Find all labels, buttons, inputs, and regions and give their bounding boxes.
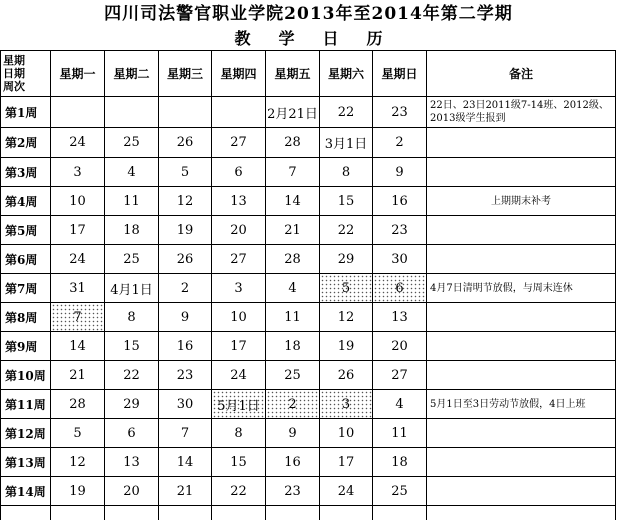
date-cell: 25 xyxy=(105,128,159,158)
date-cell: 13 xyxy=(212,187,266,216)
date-cell: 8 xyxy=(212,419,266,448)
date-cell: 4 xyxy=(266,274,320,303)
week-row xyxy=(1,390,616,419)
date-cell: 14 xyxy=(266,187,320,216)
week-label: 第7周 xyxy=(1,274,51,303)
date-cell: 4月1日 xyxy=(105,274,159,303)
date-cell: 3 xyxy=(51,158,105,187)
date-cell: 9 xyxy=(266,419,320,448)
document-title: 四川司法警官职业学院2013年至2014年第二学期 xyxy=(104,4,513,24)
date-cell: 22 xyxy=(320,216,373,245)
date-cell: 23 xyxy=(266,477,320,506)
date-cell: 29 xyxy=(320,245,373,274)
date-cell: 11 xyxy=(266,303,320,332)
week-row xyxy=(1,303,616,332)
day-header-mon: 星期一 xyxy=(51,51,105,97)
date-cell xyxy=(159,97,212,128)
date-cell: 10 xyxy=(51,187,105,216)
date-cell: 16 xyxy=(373,187,427,216)
corner-line: 日期 xyxy=(3,67,25,80)
date-cell: 30 xyxy=(159,390,212,419)
corner-header xyxy=(1,51,51,97)
remark-cell: 22日、23日2011级7-14班、2012级、2013级学生报到 xyxy=(427,97,616,128)
date-cell: 26 xyxy=(159,128,212,158)
week-row xyxy=(1,332,616,361)
date-cell: 8 xyxy=(320,158,373,187)
week-row xyxy=(1,419,616,448)
week-label: 第2周 xyxy=(1,128,51,158)
date-cell: 7 xyxy=(266,158,320,187)
date-cell: 20 xyxy=(105,477,159,506)
date-cell: 27 xyxy=(373,361,427,390)
date-cell: 14 xyxy=(159,448,212,477)
date-cell: 3 xyxy=(212,274,266,303)
date-cell: 23 xyxy=(159,361,212,390)
date-cell: 24 xyxy=(320,477,373,506)
date-cell: 4 xyxy=(373,390,427,419)
remark-cell xyxy=(427,332,616,361)
week-row xyxy=(1,245,616,274)
calendar-body xyxy=(1,97,616,520)
day-header-sun: 星期日 xyxy=(373,51,427,97)
date-cell xyxy=(159,506,212,520)
date-cell: 18 xyxy=(266,332,320,361)
header-row xyxy=(1,51,616,97)
date-cell: 23 xyxy=(373,216,427,245)
remark-cell xyxy=(427,477,616,506)
date-cell xyxy=(212,97,266,128)
week-row xyxy=(1,187,616,216)
remark-cell xyxy=(427,419,616,448)
date-cell xyxy=(266,506,320,520)
remark-cell xyxy=(427,506,616,520)
week-label: 第10周 xyxy=(1,361,51,390)
date-cell: 4 xyxy=(105,158,159,187)
date-cell: 27 xyxy=(212,128,266,158)
date-cell: 11 xyxy=(105,187,159,216)
date-cell: 25 xyxy=(105,245,159,274)
date-cell: 12 xyxy=(159,187,212,216)
week-label: 第9周 xyxy=(1,332,51,361)
date-cell: 24 xyxy=(51,128,105,158)
date-cell: 18 xyxy=(373,448,427,477)
remark-cell xyxy=(427,361,616,390)
day-header-sat: 星期六 xyxy=(320,51,373,97)
date-cell: 28 xyxy=(51,390,105,419)
date-cell: 2 xyxy=(373,128,427,158)
date-cell: 8 xyxy=(105,303,159,332)
remark-cell xyxy=(427,128,616,158)
date-cell xyxy=(373,506,427,520)
date-cell: 21 xyxy=(266,216,320,245)
week-row xyxy=(1,274,616,303)
date-cell: 10 xyxy=(212,303,266,332)
week-row xyxy=(1,506,616,520)
remark-cell: 上期期末补考 xyxy=(427,187,616,216)
date-cell: 24 xyxy=(51,245,105,274)
date-cell: 5 xyxy=(320,274,373,303)
date-cell: 31 xyxy=(51,274,105,303)
day-header-tue: 星期二 xyxy=(105,51,159,97)
remark-cell: 4月7日清明节放假，与周末连休 xyxy=(427,274,616,303)
date-cell: 15 xyxy=(105,332,159,361)
date-cell xyxy=(105,97,159,128)
date-cell xyxy=(51,506,105,520)
date-cell: 21 xyxy=(159,477,212,506)
date-cell: 15 xyxy=(320,187,373,216)
date-cell: 16 xyxy=(266,448,320,477)
date-cell xyxy=(51,97,105,128)
date-cell: 6 xyxy=(212,158,266,187)
date-cell: 26 xyxy=(159,245,212,274)
remark-cell xyxy=(427,245,616,274)
date-cell: 9 xyxy=(159,303,212,332)
date-cell xyxy=(105,506,159,520)
week-label: 第5周 xyxy=(1,216,51,245)
date-cell: 5 xyxy=(159,158,212,187)
day-header-thu: 星期四 xyxy=(212,51,266,97)
date-cell: 7 xyxy=(159,419,212,448)
date-cell: 10 xyxy=(320,419,373,448)
date-cell: 20 xyxy=(212,216,266,245)
remark-cell xyxy=(427,158,616,187)
date-cell: 18 xyxy=(105,216,159,245)
date-cell: 21 xyxy=(51,361,105,390)
week-label: 第4周 xyxy=(1,187,51,216)
date-cell: 6 xyxy=(105,419,159,448)
date-cell: 19 xyxy=(159,216,212,245)
date-cell: 19 xyxy=(51,477,105,506)
remark-cell xyxy=(427,216,616,245)
date-cell: 26 xyxy=(320,361,373,390)
date-cell xyxy=(320,506,373,520)
week-row xyxy=(1,216,616,245)
date-cell: 22 xyxy=(105,361,159,390)
date-cell: 25 xyxy=(373,477,427,506)
date-cell: 2 xyxy=(159,274,212,303)
date-cell: 29 xyxy=(105,390,159,419)
day-header-fri: 星期五 xyxy=(266,51,320,97)
date-cell: 3 xyxy=(320,390,373,419)
date-cell: 6 xyxy=(373,274,427,303)
date-cell: 5 xyxy=(51,419,105,448)
date-cell: 11 xyxy=(373,419,427,448)
week-row xyxy=(1,97,616,128)
date-cell: 24 xyxy=(212,361,266,390)
week-row xyxy=(1,128,616,158)
corner-line: 周次 xyxy=(3,80,25,93)
date-cell: 25 xyxy=(266,361,320,390)
week-label: 第8周 xyxy=(1,303,51,332)
date-cell xyxy=(212,506,266,520)
date-cell: 2月21日 xyxy=(266,97,320,128)
date-cell: 17 xyxy=(51,216,105,245)
date-cell: 13 xyxy=(105,448,159,477)
date-cell: 27 xyxy=(212,245,266,274)
corner-line: 星期 xyxy=(3,54,25,67)
week-label: 第11周 xyxy=(1,390,51,419)
date-cell: 30 xyxy=(373,245,427,274)
date-cell: 12 xyxy=(320,303,373,332)
date-cell: 12 xyxy=(51,448,105,477)
date-cell: 17 xyxy=(320,448,373,477)
remark-cell xyxy=(427,448,616,477)
date-cell: 19 xyxy=(320,332,373,361)
date-cell: 2 xyxy=(266,390,320,419)
week-row xyxy=(1,158,616,187)
date-cell: 5月1日 xyxy=(212,390,266,419)
date-cell: 20 xyxy=(373,332,427,361)
week-label: 第6周 xyxy=(1,245,51,274)
date-cell: 14 xyxy=(51,332,105,361)
day-header-wed: 星期三 xyxy=(159,51,212,97)
date-cell: 28 xyxy=(266,128,320,158)
date-cell: 15 xyxy=(212,448,266,477)
week-label: 第1周 xyxy=(1,97,51,128)
week-label: 第14周 xyxy=(1,477,51,506)
date-cell: 7 xyxy=(51,303,105,332)
remark-cell xyxy=(427,303,616,332)
week-row xyxy=(1,361,616,390)
remarks-header: 备注 xyxy=(427,51,616,97)
week-row xyxy=(1,448,616,477)
date-cell: 3月1日 xyxy=(320,128,373,158)
date-cell: 16 xyxy=(159,332,212,361)
week-label: 第13周 xyxy=(1,448,51,477)
date-cell: 22 xyxy=(320,97,373,128)
document-subtitle: 教学日历 xyxy=(234,29,411,48)
remark-cell: 5月1日至3日劳动节放假，4日上班 xyxy=(427,390,616,419)
date-cell: 9 xyxy=(373,158,427,187)
week-label xyxy=(1,506,51,520)
week-label: 第3周 xyxy=(1,158,51,187)
date-cell: 13 xyxy=(373,303,427,332)
date-cell: 22 xyxy=(212,477,266,506)
week-row xyxy=(1,477,616,506)
date-cell: 17 xyxy=(212,332,266,361)
date-cell: 23 xyxy=(373,97,427,128)
date-cell: 28 xyxy=(266,245,320,274)
calendar-table xyxy=(0,50,616,520)
week-label: 第12周 xyxy=(1,419,51,448)
